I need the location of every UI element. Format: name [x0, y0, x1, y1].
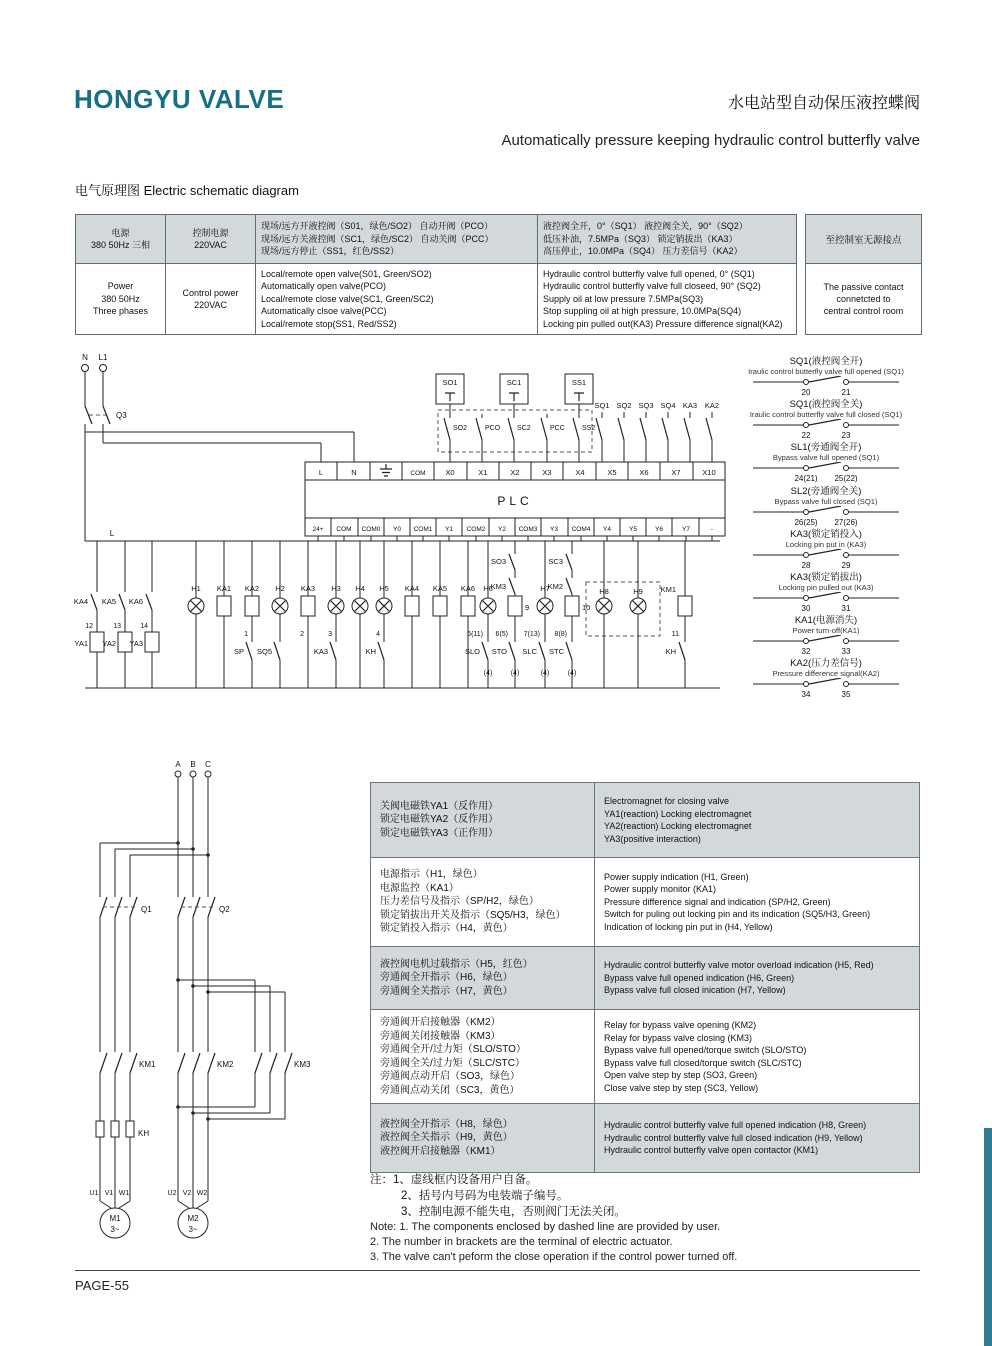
- contact-so2-label: SO2: [453, 425, 468, 432]
- desc-en: Power supply indication (H1, Green) Power supply monitor (KA1) Pressure difference signal and indication (SP/H2, Green) Switch for puling out locking pin and its indication (SQ5/H3, Green) Indication of locking pin put in (H4, Yellow): [604, 871, 871, 932]
- lamp-h4-label: H4: [355, 584, 365, 593]
- terminal-number: 34: [801, 690, 811, 700]
- contactor-km1-label: KM1: [660, 585, 676, 594]
- spec-head-signals: 液控阀全开，0°（SQ1） 液控阀全关，90°（SQ2） 低压补油，7.5MPa（SQ3） 锁定销拔出（KA3） 高压停止，10.0MPa（SQ4） 压力差信号（KA2）: [543, 221, 748, 257]
- contact-symbol: [751, 376, 901, 398]
- plc-terminal-label: Y4: [603, 526, 611, 533]
- motor-phase-symbol: 3~: [188, 1225, 198, 1234]
- breaker-q2-label: Q2: [219, 905, 230, 914]
- spec-head-control-power: 控制电源 220VAC: [166, 215, 256, 263]
- page-number: PAGE-55: [75, 1278, 129, 1293]
- terminal-number: 11: [671, 631, 679, 638]
- plc-terminal-label: Y5: [629, 526, 637, 533]
- terminal-number: 24(21): [794, 474, 818, 484]
- plc-terminal-label: N: [351, 468, 357, 477]
- contact-pco-label: PCO: [485, 425, 501, 432]
- plc-block: [305, 462, 725, 541]
- lamp-h1-label: H1: [191, 584, 201, 593]
- contact-ka5-label: KA5: [101, 597, 116, 606]
- motor-terminal-label: W2: [196, 1190, 208, 1197]
- contactor-km1-label: KM1: [139, 1060, 156, 1069]
- desc-en: Hydraulic control butterfly valve full opened indication (H8, Green) Hydraulic control butterfly valve full closed indication (H9, Yellow) Hydraulic control butterfly valve open contactor (KM1): [604, 1120, 867, 1156]
- note-zh: 注：1、虚线框内设备用户自备。: [370, 1174, 538, 1186]
- lamp-h9-label: H9: [633, 587, 643, 596]
- incoming-power: [82, 353, 355, 541]
- passive-contact-entry: [726, 572, 926, 615]
- terminal-number: 21: [841, 388, 851, 397]
- ground-icon: [380, 464, 392, 476]
- relay-ka6-label: KA6: [460, 584, 476, 593]
- contact-km3-label: KM3: [490, 582, 506, 591]
- contact-ka3-label: KA3: [313, 647, 328, 656]
- spec-body-row: [76, 264, 796, 334]
- bypass-control-group: [465, 541, 590, 688]
- spec-table-side: [805, 214, 922, 335]
- plc-terminal-label: Y2: [498, 526, 506, 533]
- contact-symbol: [751, 549, 901, 571]
- breaker-q3-label: Q3: [116, 411, 127, 420]
- contact-symbol: [751, 635, 901, 657]
- lamp-h6-label: H6: [483, 584, 493, 593]
- spec-body-operation: Local/remote open valve(S01, Green/SO2) Automatically open valve(PCO) Local/remote close valve(SC1, Green/SC2) Automatically clsoe valve(PCC) Local/remote stop(SS1, Red/SS2): [256, 264, 538, 334]
- terminal-number: 33: [841, 647, 851, 657]
- contact-kh-label: KH: [365, 647, 376, 656]
- contact-sto-label: STO: [491, 647, 507, 656]
- lamp-h2-label: H2: [275, 584, 285, 593]
- relay-ka2-label: KA2: [244, 584, 260, 593]
- contact-ka6-label: KA6: [128, 597, 143, 606]
- l-bus-label: L: [109, 529, 115, 538]
- plc-terminal-label: X7: [671, 468, 681, 477]
- spec-body-power: Power 380 50Hz Three phases: [76, 264, 166, 334]
- spec-head-power: 电源 380 50Hz 三相: [76, 215, 166, 263]
- input-sq2-label: SQ2: [616, 401, 632, 410]
- plc-terminal-label: Y0: [393, 526, 401, 533]
- contact-symbol: [751, 462, 901, 484]
- desc-zh: 液控阀全开指示（H8，绿色） 液控阀全关指示（H9，黄色） 液控阀开启接触器（KM1）: [371, 1104, 595, 1172]
- desc-en: Relay for bypass valve opening (KM2) Relay for bypass valve closing (KM3) Bypass valve full opened/torque switch (SLO/STO) Bypass valve full closed/torque switch (SLC/STC) Open valve step by step (SO3, Green) Close valve step by step (SC3, Yellow): [604, 1020, 807, 1093]
- note-zh: 2、括号内号码为电装端子编号。: [401, 1190, 569, 1202]
- indicator-relay-group: [188, 541, 475, 688]
- contact-sc3-label: SC3: [548, 557, 563, 566]
- spec-table: [75, 214, 922, 335]
- terminal-number: 6(5): [495, 631, 508, 638]
- motor-phase-symbol: 3~: [110, 1225, 120, 1234]
- contact-sq5-label: SQ5: [256, 647, 272, 656]
- contact-name-en: Locking pin pulled out (KA3): [778, 582, 874, 592]
- input-contacts: [594, 401, 719, 462]
- plc-terminal-label: X5: [607, 468, 617, 477]
- contact-name-zh: SL2(旁通阀全关): [790, 485, 862, 497]
- electric-schematic: [70, 348, 750, 700]
- terminal-number: 31: [841, 603, 851, 613]
- remote-contacts: [438, 410, 595, 462]
- contact-sc2-label: SC2: [517, 425, 531, 432]
- terminal-number: 29: [841, 560, 851, 570]
- notes: [370, 1172, 737, 1265]
- relay-ka5-label: KA5: [432, 584, 448, 593]
- plc-terminal-label: X1: [478, 468, 488, 477]
- phase-a-label: A: [175, 760, 181, 769]
- terminal-number: 26(25): [794, 517, 818, 527]
- terminal-number: 9: [525, 603, 530, 612]
- terminal-number: (4): [483, 670, 493, 677]
- coil-ya2-label: YA2: [102, 639, 116, 648]
- contact-name-zh: SQ1(液控阀全开): [789, 356, 863, 367]
- terminal-number: 25(22): [834, 474, 858, 484]
- contact-name-zh: SL1(旁通阀全开): [790, 442, 862, 454]
- input-sq3-label: SQ3: [638, 401, 654, 410]
- page-title-en: Automatically pressure keeping hydraulic control butterfly valve: [501, 132, 920, 149]
- desc-row: [371, 947, 919, 1010]
- button-sc1-label: SC1: [506, 378, 522, 387]
- valve-indication-group: [586, 541, 692, 688]
- control-rails: [85, 541, 720, 688]
- terminal-number: 7(13): [523, 631, 540, 638]
- spec-header-row: [76, 215, 796, 264]
- terminal-number: 13: [113, 623, 121, 630]
- plc-terminal-label: X10: [702, 468, 716, 477]
- contact-name-en: Bypass valve full closed (SQ1): [774, 496, 878, 506]
- button-ss1-label: SS1: [571, 378, 587, 387]
- motor-terminal-label: U1: [89, 1190, 99, 1197]
- contact-symbol: [751, 678, 901, 700]
- note-en: Note: 1. The components enclosed by dashed line are provided by user.: [370, 1221, 721, 1233]
- terminal-number: 10: [582, 603, 591, 612]
- passive-contact-panel: [726, 356, 926, 702]
- contact-name-en: Locking pin put in (KA3): [785, 539, 867, 549]
- passive-contact-entry: [726, 658, 926, 701]
- desc-en: Hydraulic control butterfly valve motor overload indication (H5, Red) Bypass valve full opened indication (H6, Green) Bypass valve full closed inication (H7, Yellow): [604, 960, 874, 996]
- contact-name-en: Iraulic control butterfly valve full opened (SQ1): [748, 367, 904, 376]
- contact-name-zh: KA2(压力差信号): [790, 658, 862, 670]
- contact-name-en: Bypass valve full opened (SQ1): [772, 453, 880, 463]
- plc-terminal-label: X6: [639, 468, 649, 477]
- plc-terminal-label: Y1: [445, 526, 453, 533]
- terminal-number: (4): [567, 670, 577, 677]
- terminal-number: 32: [801, 647, 811, 657]
- terminal-number: 22: [801, 431, 811, 441]
- motor-m2: [178, 1208, 208, 1238]
- contact-pcc-label: PCC: [550, 425, 565, 432]
- contact-km2-label: KM2: [547, 582, 563, 591]
- lamp-h7-label: H7: [540, 584, 550, 593]
- desc-row: [371, 1010, 919, 1104]
- breaker-q1-label: Q1: [141, 905, 152, 914]
- plc-terminal-label: X0: [445, 468, 455, 477]
- contact-slo-label: SLO: [464, 647, 480, 656]
- plc-terminal-label: X3: [542, 468, 552, 477]
- passive-contact-entry: [726, 529, 926, 572]
- contact-name-zh: KA3(锁定销拔出): [790, 571, 862, 583]
- passive-contact-entry: [726, 399, 926, 442]
- motor-terminal-label: U2: [167, 1190, 177, 1197]
- terminal-number: 4: [376, 631, 380, 638]
- contact-name-en: Pressure difference signal(KA2): [772, 669, 880, 679]
- relay-ka4-label: KA4: [404, 584, 420, 593]
- thermal-kh-label: KH: [138, 1129, 150, 1138]
- terminal-number: 35: [841, 690, 851, 700]
- passive-contact-entry: [726, 615, 926, 658]
- section-title: 电气原理图 Electric schematic diagram: [75, 183, 299, 198]
- brand-logo: HONGYU VALVE: [74, 84, 285, 114]
- contact-symbol: [751, 419, 901, 441]
- motor-m2-label: M2: [187, 1214, 199, 1223]
- electromagnet-group: [74, 541, 159, 688]
- desc-zh: 液控阀电机过载指示（H5，红色） 旁通阀全开指示（H6，绿色） 旁通阀全关指示（H7，黄色）: [371, 947, 595, 1009]
- phase-c-label: C: [205, 760, 211, 769]
- page-title-zh: 水电站型自动保压液控蝶阀: [727, 95, 920, 112]
- input-sq4-label: SQ4: [660, 401, 676, 410]
- contact-name-zh: SQ1(液控阀全关): [789, 399, 863, 411]
- plc-terminal-label: COM4: [571, 526, 591, 533]
- lamp-h3-label: H3: [331, 584, 341, 593]
- plc-terminal-label: L: [318, 468, 324, 477]
- spec-body-passive-contact: The passive contact connetcted to central control room: [823, 282, 904, 316]
- terminal-number: 20: [801, 388, 811, 397]
- input-ka3-label: KA3: [682, 401, 698, 410]
- terminal-number: 30: [801, 603, 811, 613]
- plc-label: PLC: [497, 494, 533, 508]
- terminal-number: 12: [85, 623, 93, 630]
- contact-name-en: Iraulic control butterfly valve full closed (SQ1): [749, 410, 903, 420]
- plc-terminal-label: COM: [336, 526, 352, 533]
- terminal-number: 1: [244, 631, 248, 638]
- passive-contact-entry: [726, 486, 926, 529]
- desc-en: Electromagnet for closing valve YA1(reaction) Locking electromagnet YA2(reaction) Locking electromagnet YA3(positive interaction): [604, 796, 752, 844]
- contactor-km2-label: KM2: [217, 1060, 234, 1069]
- contact-stc-label: STC: [549, 647, 564, 656]
- plc-terminal-label: Y6: [655, 526, 663, 533]
- passive-contact-entry: [726, 442, 926, 485]
- plc-terminal-label: X2: [510, 468, 520, 477]
- coil-ya3-label: YA3: [129, 639, 143, 648]
- contact-name-zh: KA3(锁定销投入): [790, 528, 862, 540]
- desc-zh: 旁通阀开启接触器（KM2） 旁通阀关闭接触器（KM3） 旁通阀全开/过力矩（SLO/STO） 旁通阀全关/过力矩（SLC/STC） 旁通阀点动开启（SO3，绿色） 旁通阀点动关闭（SC3，黄色）: [371, 1010, 595, 1103]
- contact-kh-label: KH: [665, 647, 676, 656]
- component-description-table: [370, 782, 920, 1173]
- motor-m1: [100, 1208, 130, 1238]
- note-en: 2. The number in brackets are the terminal of electric actuator.: [370, 1236, 673, 1248]
- motor-terminal-label: V1: [104, 1190, 114, 1197]
- plc-terminal-label: COM2: [466, 526, 486, 533]
- plc-terminal-label: X4: [575, 468, 585, 477]
- contact-name-en: Power turn-off(KA1): [792, 626, 860, 636]
- footer-rule: [75, 1270, 920, 1271]
- note-en: 3. The valve can't peform the close operation if the control power turned off.: [370, 1251, 738, 1263]
- desc-row: [371, 1104, 919, 1172]
- button-so1-label: SO1: [442, 378, 458, 387]
- motor-power-schematic: [75, 755, 340, 1255]
- switch-blades: [100, 897, 292, 1073]
- lamp-h5-label: H5: [379, 584, 389, 593]
- spec-body-signals: Hydraulic control butterfly valve full opened, 0° (SQ1) Hydraulic control butterfly valve full closeed, 90° (SQ2) Supply oil at low pressure 7.5MPa(SQ3) Stop suppling oil at high pressure, 10.0MPa(SQ4) Locking pin pulled out(KA3) Pressure difference signal(KA2): [543, 268, 783, 329]
- terminal-number: 3: [328, 631, 332, 638]
- contact-slc-label: SLC: [522, 647, 537, 656]
- terminal-number: 5(11): [467, 631, 483, 638]
- spec-table-main: [75, 214, 797, 335]
- motor-wiring: [100, 777, 285, 1208]
- spec-head-operation: 现场/远方开液控阀（S01，绿色/SO2） 自动开阀（PCO） 现场/远方关液控阀（SC1，绿色/SC2） 自动关阀（PCC） 现场/远方停止（SS1，红色/SS2）: [256, 215, 538, 263]
- desc-row: [371, 858, 919, 947]
- plc-terminal-label: 24+: [312, 526, 324, 533]
- thermal-overload-kh: [96, 1121, 134, 1137]
- desc-zh: 电源指示（H1，绿色） 电源监控（KA1） 压力差信号及指示（SP/H2，绿色） 锁定销拔出开关及指示（SQ5/H3，绿色） 锁定销投入指示（H4，黄色）: [371, 858, 595, 946]
- lamp-h8-label: H8: [599, 587, 609, 596]
- plc-terminal-label: COM0: [361, 526, 381, 533]
- plc-terminal-label: Y3: [550, 526, 558, 533]
- motor-terminal-label: W1: [118, 1190, 130, 1197]
- spec-body-control-power: Control power 220VAC: [166, 264, 256, 334]
- relay-ka3-label: KA3: [300, 584, 316, 593]
- terminal-number: (4): [540, 670, 550, 677]
- edge-tab-marker: [984, 1128, 992, 1346]
- contact-so3-label: SO3: [490, 557, 506, 566]
- passive-contact-entry: [726, 356, 926, 399]
- desc-zh: 关阀电磁铁YA1（反作用） 锁定电磁铁YA2（反作用） 锁定电磁铁YA3（正作用）: [371, 783, 595, 857]
- contact-ss2-label: SS2: [582, 425, 596, 432]
- terminal-l1-label: L1: [98, 353, 108, 362]
- contact-symbol: [751, 506, 901, 528]
- local-buttons: [436, 374, 593, 414]
- motor-terminal-label: V2: [182, 1190, 192, 1197]
- desc-row: [371, 783, 919, 858]
- terminal-number: 14: [140, 623, 148, 630]
- motor-m1-label: M1: [109, 1214, 121, 1223]
- contact-name-zh: KA1(电源消失): [794, 615, 858, 627]
- relay-ka1-label: KA1: [216, 584, 232, 593]
- terminal-number: 28: [801, 560, 811, 570]
- spec-head-passive-contact: 至控制室无源接点: [806, 215, 921, 264]
- contactor-km3-label: KM3: [294, 1060, 311, 1069]
- contact-ka4-label: KA4: [73, 597, 88, 606]
- terminal-number: (4): [510, 670, 520, 677]
- phase-b-label: B: [190, 760, 196, 769]
- note-zh: 3、控制电源不能失电，否则阀门无法关闭。: [401, 1206, 626, 1218]
- input-ka2-label: KA2: [704, 401, 720, 410]
- plc-terminal-label: COM: [410, 470, 426, 477]
- plc-terminal-label: -: [710, 526, 714, 533]
- plc-terminal-label: COM1: [413, 526, 433, 533]
- terminal-number: 27(26): [834, 517, 858, 527]
- terminal-n-label: N: [82, 353, 88, 362]
- input-sq1-label: SQ1: [594, 401, 610, 410]
- contact-symbol: [751, 592, 901, 614]
- contact-sp-label: SP: [233, 647, 244, 656]
- plc-terminal-label: COM3: [518, 526, 538, 533]
- terminal-number: 2: [300, 631, 304, 638]
- terminal-number: 8(8): [554, 631, 567, 638]
- terminal-number: 23: [841, 431, 851, 441]
- coil-ya1-label: YA1: [74, 639, 88, 648]
- plc-terminal-label: Y7: [682, 526, 690, 533]
